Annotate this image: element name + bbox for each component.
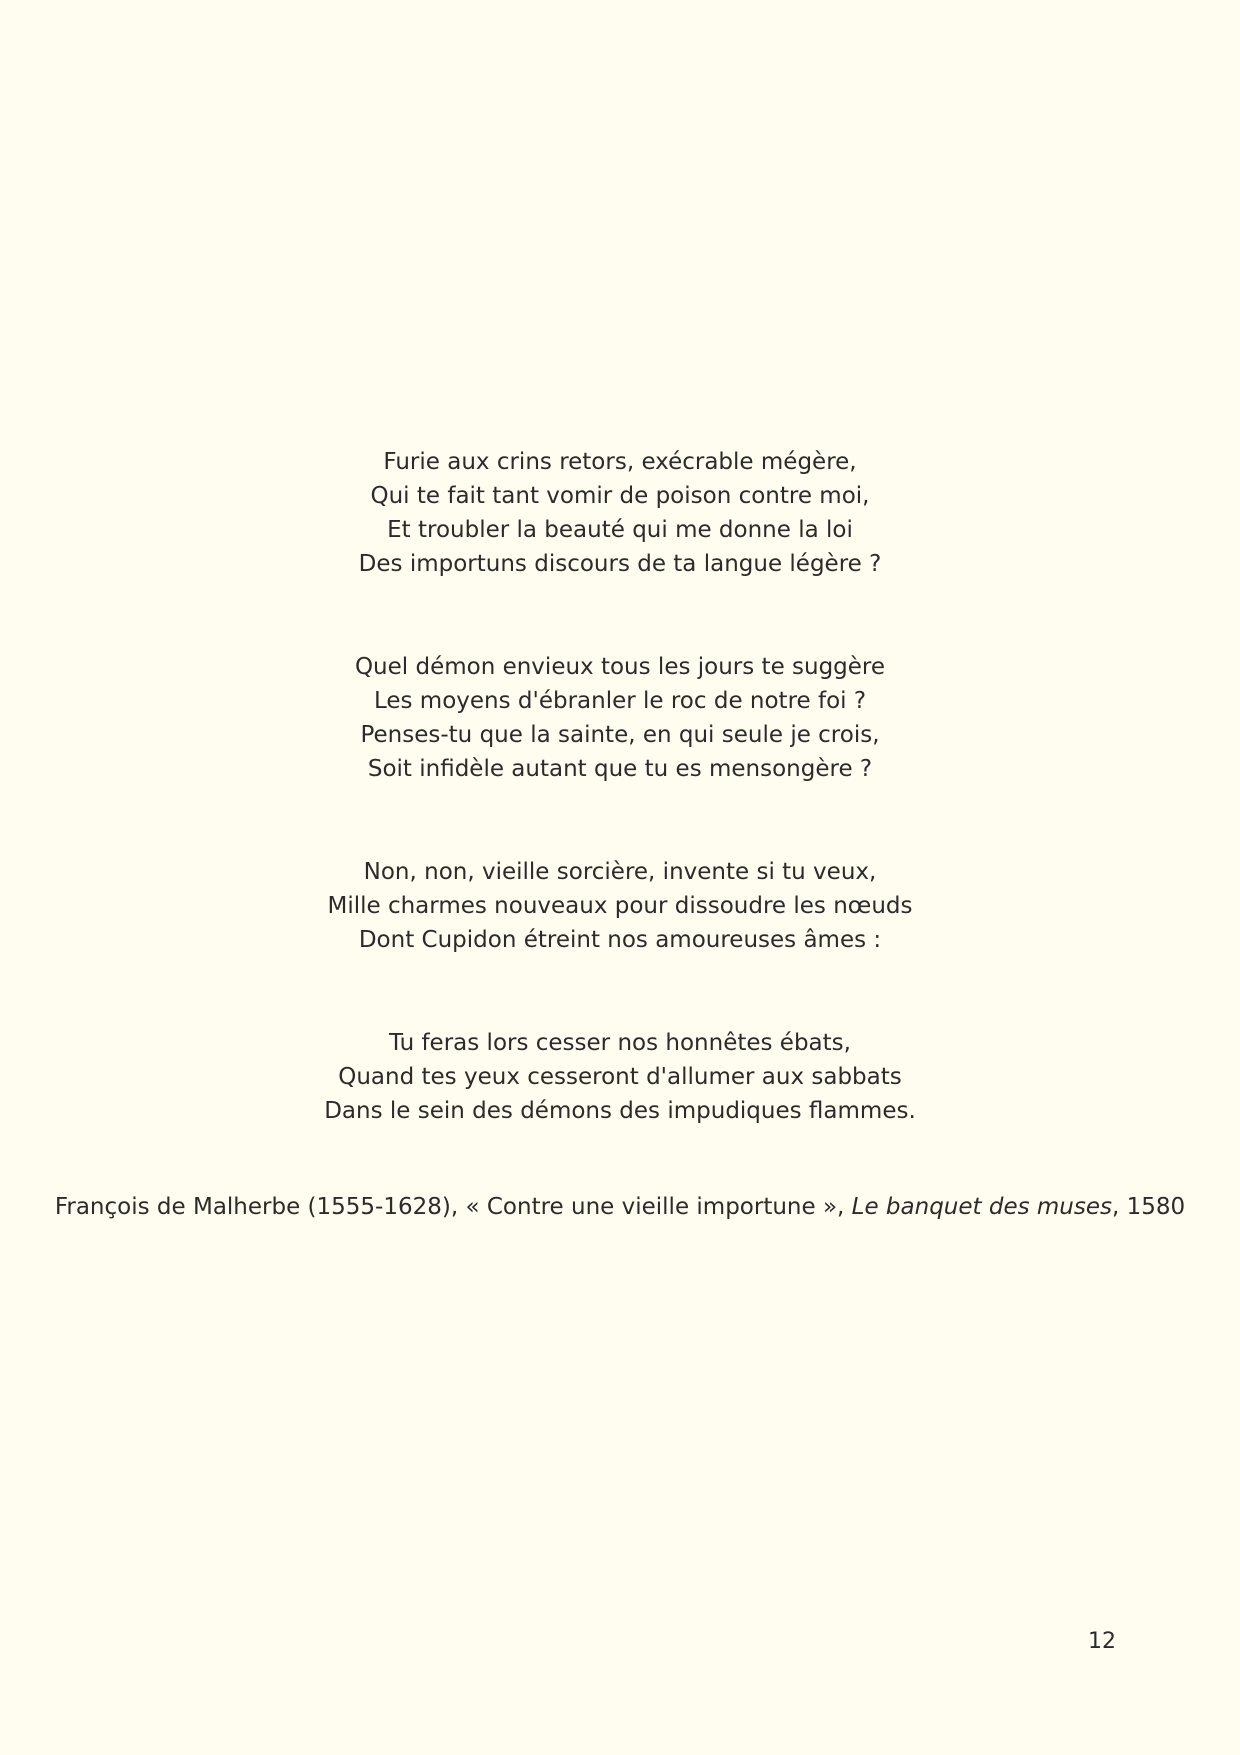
poem-line: Dans le sein des démons des impudiques flammes.	[324, 1098, 916, 1124]
poem-line: Non, non, vieille sorcière, invente si tu veux,	[363, 859, 877, 885]
poem-line: Qui te fait tant vomir de poison contre moi,	[370, 483, 870, 509]
attribution	[0, 1190, 1240, 1224]
poem-line: Quel démon envieux tous les jours te suggère	[354, 654, 886, 680]
attribution-work-title: Le banquet des muses	[851, 1194, 1113, 1220]
stanza-1	[0, 445, 1240, 581]
poem-line: Soit infidèle autant que tu es mensongère ?	[367, 756, 873, 782]
stanza-4	[0, 1026, 1240, 1128]
poem-line: Quand tes yeux cesseront d'allumer aux sabbats	[338, 1064, 902, 1090]
attribution-year: , 1580	[1112, 1194, 1186, 1220]
poem-line: Tu feras lors cesser nos honnêtes ébats,	[389, 1030, 851, 1056]
poem-line: Furie aux crins retors, exécrable mégère,	[383, 449, 857, 475]
attribution-author-title: François de Malherbe (1555-1628), « Contre une vieille importune »,	[54, 1194, 852, 1220]
stanza-2	[0, 650, 1240, 786]
poem-line: Et troubler la beauté qui me donne la loi	[387, 517, 853, 543]
page-number: 12	[1088, 1629, 1116, 1654]
poem-line: Penses-tu que la sainte, en qui seule je crois,	[360, 722, 880, 748]
poem-line: Des importuns discours de ta langue légère ?	[358, 551, 882, 577]
poem-line: Dont Cupidon étreint nos amoureuses âmes :	[358, 927, 882, 953]
poem-line: Mille charmes nouveaux pour dissoudre les nœuds	[327, 893, 913, 919]
stanza-3	[0, 855, 1240, 957]
poem	[0, 445, 1240, 1128]
poem-line: Les moyens d'ébranler le roc de notre foi ?	[373, 688, 867, 714]
